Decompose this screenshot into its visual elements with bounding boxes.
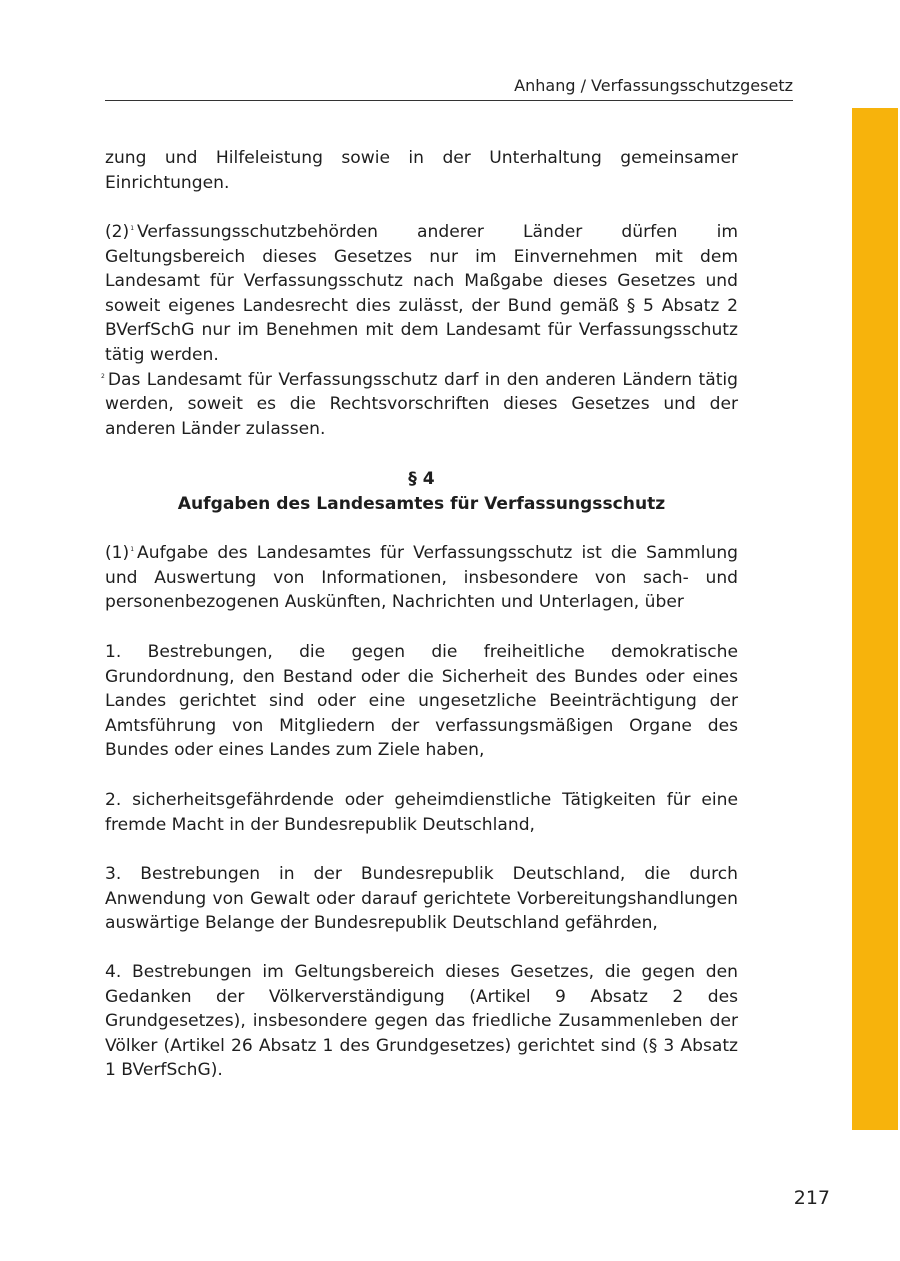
list-item: 2. sicherheitsgefährdende oder geheimdienstliche Tätigkeiten für eine fremde Macht in der Bundesrepublik Deutschland, — [105, 790, 738, 835]
chapter-tab — [852, 108, 898, 1130]
sentence-marker: 1 — [130, 546, 135, 553]
list-item: 3. Bestrebungen in der Bundesrepublik Deutschland, die durch Anwendung von Gewalt oder darauf gerichtete Vorbereitungshandlungen auswärtige Belange der Bundesrepublik Deutschland gefährden, — [105, 864, 738, 934]
list-item: 4. Bestrebungen im Geltungsbereich dieses Gesetzes, die gegen den Gedanken der Völkerverständigung (Artikel 9 Absatz 2 des Grundgesetzes), insbesondere gegen das friedliche Zusammenleben der Völker (Artikel 26 Absatz 1 des Grundgesetzes) gerichtet sind (§ 3 Absatz 1 BVerfSchG). — [105, 962, 738, 1081]
sentence-marker: 1 — [130, 225, 135, 232]
sentence-text: Verfassungsschutzbehörden anderer Länder dürfen im Geltungsbereich dieses Gesetzes nur im Einvernehmen mit dem Landesamt für Verfassungsschutz nach Maßgabe dieses Gesetzes und soweit eigenes Landesrecht dies zulässt, der Bund gemäß § 5 Absatz 2 BVerfSchG nur im Benehmen mit dem Landesamt für Verfassungsschutz tätig werden. — [105, 222, 738, 365]
sentence-marker: 2 — [101, 372, 105, 380]
paragraph-1 — [105, 541, 738, 615]
paragraph-2 — [101, 220, 738, 441]
header-rule — [105, 100, 793, 101]
running-header: Anhang / Verfassungsschutzgesetz — [514, 76, 793, 95]
sentence-text: Aufgabe des Landesamtes für Verfassungsschutz ist die Sammlung und Auswertung von Informationen, insbesondere von sach- und personenbezogenen Auskünften, Nachrichten und Unterlagen, über — [105, 543, 738, 613]
section-number: § 4 — [408, 469, 435, 489]
page-number: 217 — [793, 1187, 830, 1209]
section-title: Aufgaben des Landesamtes für Verfassungsschutz — [177, 494, 666, 514]
continuation-paragraph: zung und Hilfeleistung sowie in der Unterhaltung gemeinsamer Einrichtungen. — [105, 148, 738, 193]
paragraph-label: (1) — [105, 543, 130, 563]
sentence-text: Das Landesamt für Verfassungsschutz darf in den anderen Ländern tätig werden, soweit es die Rechtsvorschriften dieses Gesetzes und der anderen Länder zulassen. — [105, 369, 738, 439]
list-item: 1. Bestrebungen, die gegen die freiheitliche demokratische Grundordnung, den Bestand oder die Sicherheit des Bundes oder eines Landes gerichtet sind oder eine ungesetzliche Beeinträchtigung der Amtsführung von Mitgliedern der verfassungsmäßigen Organe des Bundes oder eines Landes zum Ziele haben, — [105, 642, 738, 761]
paragraph-label: (2) — [105, 222, 130, 242]
